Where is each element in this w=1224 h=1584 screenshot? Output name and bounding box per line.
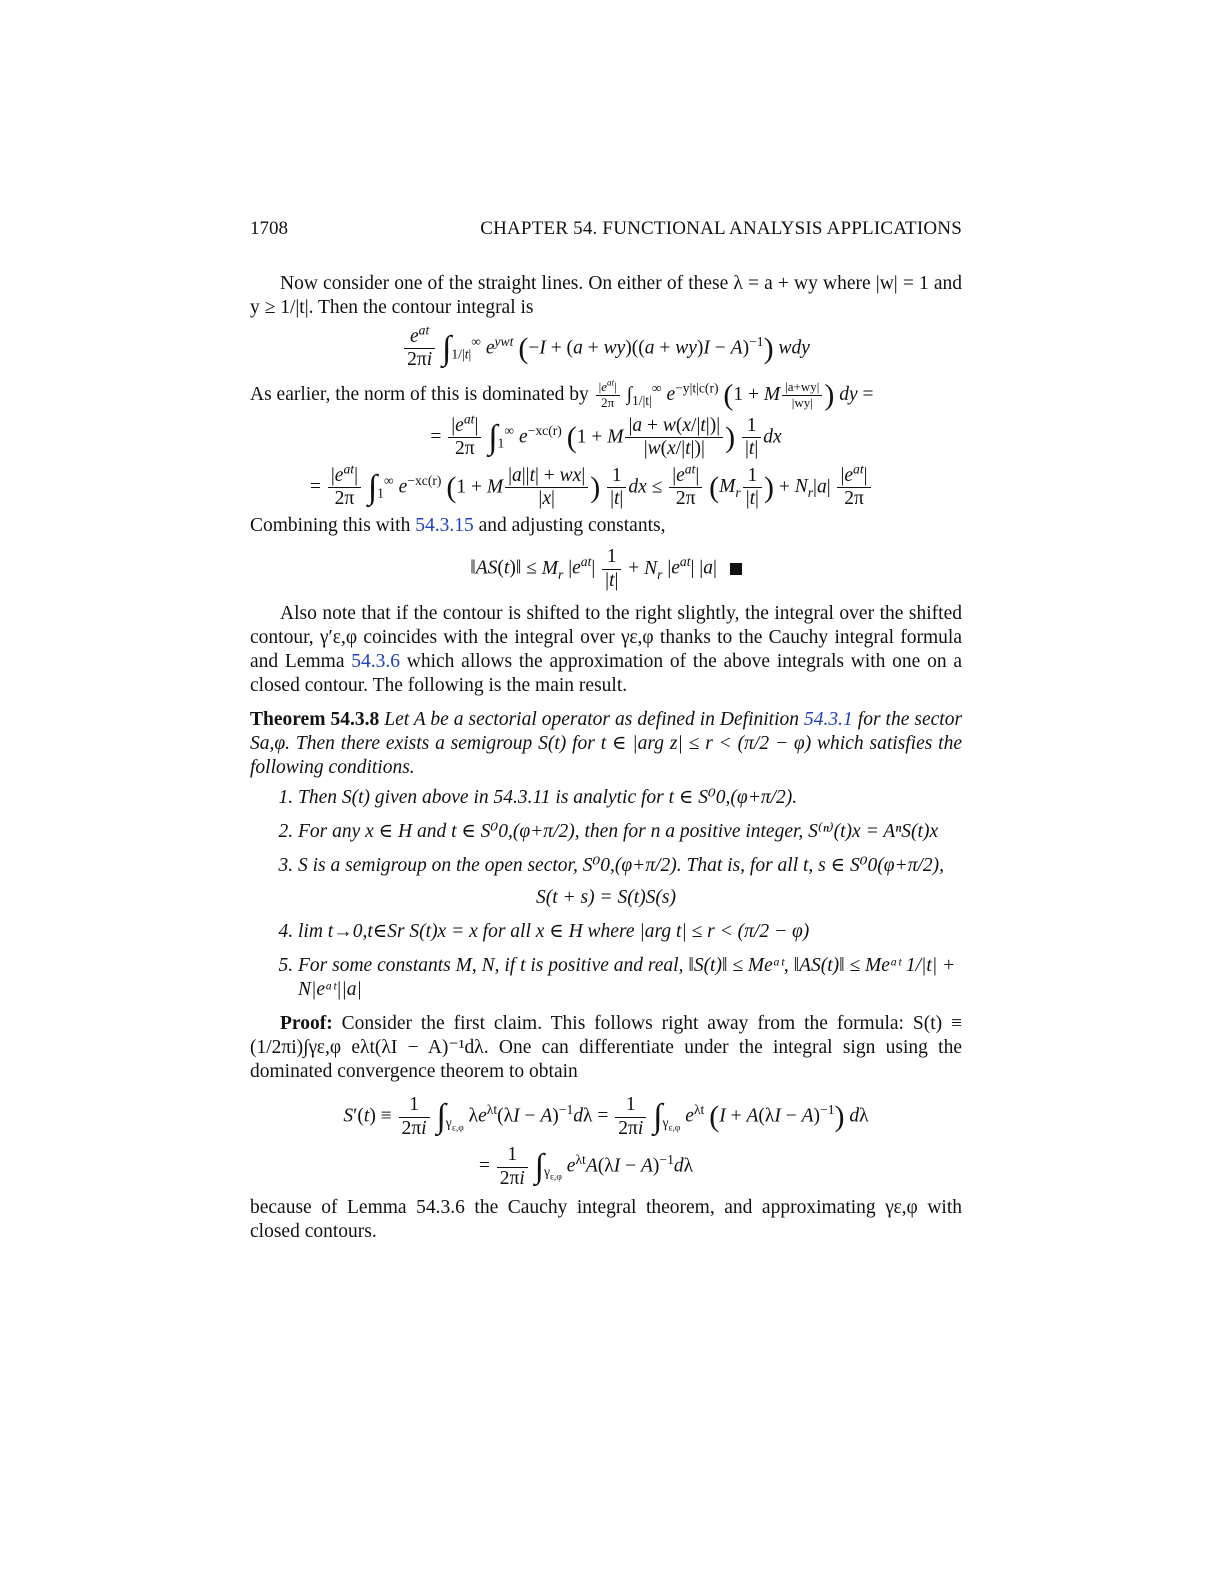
equation-norm-line2: = $\frac{|e^{at}|}{2\pi}$ $\int_1^\infty$ $e^{-xc(r)}$ (1 + M $\frac{|a||t| + wx|}{|x|}$ ) $\frac{1}{|t|}$ dx ≤ $\frac{|e^{at}|}{2\pi}$ ($M_r$ $\frac{1}{|t|}$ ) + $N_r|a|$ $\frac{|e^{at}|}{2\pi}$ bbox=[310, 465, 962, 511]
condition-5: 5. For some constants M, N, if t is positive and real, ‖S(t)‖ ≤ Meᵃᵗ, ‖AS(t)‖ ≤ Meᵃᵗ 1/|t| + N|eᵃᵗ||a| bbox=[298, 954, 962, 1002]
equation-derivative: S′(t) ≡ $\frac{1}{2\pi i}$ $\int_{\gamma_{\varepsilon,\varphi}}$ $\lambda e^{\lambda t}(\lambda I - A)^{-1}d\lambda$ = $\frac{1}{2\pi i}$ $\int_{\gamma_{\varepsilon,\varphi}}$ $e^{\lambda t}$ $(I + A(\lambda I - A)^{-1})$ dλ bbox=[343, 1094, 869, 1139]
ref-definition-54-3-1[interactable]: 54.3.1 bbox=[804, 709, 853, 731]
proof-paragraph: Proof: Consider the first claim. This follows right away from the formula: S(t) ≡ (1/2πi)∫γε,φ eλt(λI − A)⁻¹dλ. One can differentiate under the integral sign using the dominated convergence theorem to obtain bbox=[250, 1013, 962, 1083]
page-number: 1708 bbox=[250, 218, 288, 239]
equation-derivative-line2: = $\frac{1}{2\pi i}$ $\int_{\gamma_{\varepsilon,\varphi}}$ $e^{\lambda t}A(\lambda I - A)^{-1}d\lambda$ bbox=[478, 1144, 694, 1189]
condition-2: 2. For any x ∈ H and t ∈ S⁰0,(φ+π/2), then for n a positive integer, S⁽ⁿ⁾(t)x = AⁿS(t)x bbox=[298, 820, 962, 844]
ref-54-3-15[interactable]: 54.3.15 bbox=[415, 515, 474, 537]
equation-as-bound: ‖AS(t)‖ ≤ $M_r$ $|e^{at}|$ $\frac{1}{|t|}$ + $N_r$ $|e^{at}|$ |a| bbox=[250, 546, 962, 592]
paragraph-norm-dominated: As earlier, the norm of this is dominated by $\frac{|e^{at}|}{2\pi}$ $\int_{1/|t|}^\infty$ $e^{-y|t|c(r)}$ (1 + M $\frac{|a+wy|}{|wy|}$ ) dy = bbox=[250, 377, 874, 412]
equation-norm-line1: = $\frac{|e^{at}|}{2\pi}$ $\int_1^\infty$ $e^{-xc(r)}$ (1 + M $\frac{|a + w(x/|t|)|}{|w(x/|t|)|}$ ) $\frac{1}{|t|}$ dx bbox=[430, 411, 782, 460]
theorem-54-3-8: Theorem 54.3.8 Let A be a sectorial operator as defined in Definition 54.3.1 for the sector Sa,φ. Then there exists a semigroup S(t) for t ∈ |arg z| ≤ r < (π/2 − φ) which satisfies the following conditions. bbox=[250, 709, 963, 779]
chapter-title: CHAPTER 54. FUNCTIONAL ANALYSIS APPLICATIONS bbox=[480, 218, 962, 239]
paragraph-also-note: Also note that if the contour is shifted to the right slightly, the integral over the shifted contour, γ′ε,φ coincides with the integral over γε,φ thanks to the Cauchy integral formula and Lemma 54.3.6 which allows the approximation of the above integrals with one on a closed contour. The following is the main result. bbox=[250, 603, 963, 697]
condition-3: 3. S is a semigroup on the open sector, S⁰0,(φ+π/2). That is, for all t, s ∈ S⁰0(φ+π/2), S(t + s) = S(t)S(s) bbox=[298, 854, 962, 910]
proof-label: Proof: bbox=[280, 1013, 333, 1035]
proof-closing: because of Lemma 54.3.6 the Cauchy integral theorem, and approximating γε,φ with closed contours. bbox=[250, 1196, 962, 1242]
paragraph-straight-lines: Now consider one of the straight lines. On either of these λ = a + wy where |w| = 1 and y ≥ 1/|t|. Then the contour integral is bbox=[250, 273, 962, 318]
qed-icon bbox=[730, 563, 742, 575]
equation-semigroup: S(t + s) = S(t)S(s) bbox=[535, 887, 677, 909]
theorem-conditions-list bbox=[250, 786, 962, 1002]
page-body bbox=[250, 272, 962, 1244]
ref-lemma-54-3-6[interactable]: 54.3.6 bbox=[351, 651, 400, 673]
paragraph-combining: Combining this with 54.3.15 and adjusting constants, bbox=[250, 515, 666, 537]
theorem-label: Theorem 54.3.8 bbox=[250, 709, 380, 731]
condition-4: 4. lim t→0,t∈Sr S(t)x = x for all x ∈ H where |arg t| ≤ r < (π/2 − φ) bbox=[298, 920, 962, 944]
equation-contour-integral: $\frac{e^{at}}{2\pi i}$ $\int_{1/|t|}^\infty$ $e^{ywt}$ $(-I + (a + wy)((a + wy)I - A)^{-1})$ wdy bbox=[250, 326, 962, 372]
condition-1: 1. Then S(t) given above in 54.3.11 is analytic for t ∈ S⁰0,(φ+π/2). bbox=[298, 786, 962, 810]
